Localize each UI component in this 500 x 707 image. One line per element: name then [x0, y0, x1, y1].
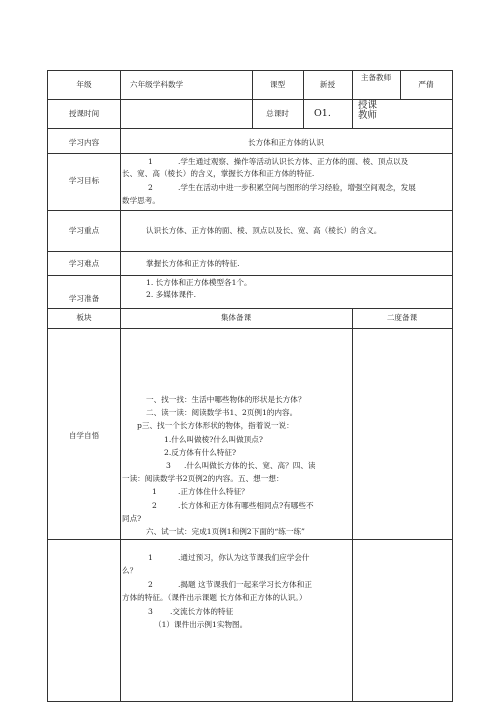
column-divider — [120, 71, 121, 701]
lesson-type-value: 新授 — [319, 80, 336, 89]
teach-time-label: 授课时间 — [68, 109, 100, 118]
next-section-line: 么？ — [122, 566, 138, 575]
self-study-number: 1 — [152, 487, 157, 496]
key-point-value: 认识长方体、正方体的面、棱、顶点以及长、宽、高（棱长）的含义。 — [146, 226, 382, 235]
next-section-line: .通过预习，你认为这节课我们应学会什 — [178, 553, 310, 562]
difficulty-value: 掌握长方体和正方体的特征. — [146, 259, 240, 268]
row-divider — [48, 251, 452, 252]
row-divider — [48, 308, 452, 309]
goal-2-line2: 数学思考。 — [122, 196, 160, 205]
lesson-plan-table — [47, 70, 453, 702]
section-column-header: 板块 — [76, 313, 92, 322]
row-divider — [48, 539, 452, 540]
self-study-number: 3 — [166, 461, 171, 470]
goal-1-line2: 长、宽、高（棱长）的含义，掌握长方体和正方体的特征. — [122, 169, 315, 178]
lead-teacher-name: 严倩 — [418, 80, 434, 89]
next-section-number: 2 — [148, 580, 153, 589]
row-divider — [48, 128, 452, 129]
content-label: 学习内容 — [68, 138, 100, 147]
self-study-label: 自学自悟 — [68, 431, 100, 440]
preparation-item-1: 1. 长方体和正方体模型各1个。 — [146, 278, 252, 287]
self-study-line: 1.什么叫做棱?什么叫做顶点? — [164, 435, 263, 444]
row-divider — [48, 328, 452, 329]
self-study-line: 二、读一读：阅读数学书1、2页例1的内容。 — [146, 408, 298, 417]
goal-2-number: 2 — [148, 183, 153, 192]
self-study-line: 一、找一找：生活中哪些物体的形状是长方体？ — [146, 395, 306, 404]
self-study-line: 六、试一试：完成1页例1和例2下面的“练一练” — [146, 527, 305, 536]
goal-1-number: 1 — [148, 157, 153, 166]
next-section-line: （1）课件出示例1实物图。 — [154, 620, 248, 629]
preparation-item-2: 2. 多媒体课件. — [146, 290, 197, 299]
total-hours-label: 总课时 — [266, 109, 289, 118]
preparation-label: 学习准备 — [68, 294, 100, 303]
total-hours-value: O1. — [314, 108, 331, 119]
self-study-line: .什么叫做长方体的长、宽、高？四、读 — [184, 461, 316, 470]
lesson-type-label: 课型 — [269, 80, 286, 89]
self-study-line: .长方体和正方体有哪些相同点?有哪些不 — [178, 501, 314, 510]
difficulty-label: 学习难点 — [68, 259, 100, 268]
next-section-line: .揭题 这节课我们一起来学习长方体和正 — [178, 580, 312, 589]
self-study-number: 2 — [152, 501, 157, 510]
grade-value: 六年级学科数学 — [130, 80, 184, 89]
row-divider — [48, 210, 452, 211]
teacher-label: 授课 教师 — [358, 100, 378, 121]
content-value: 长方体和正方体的认识 — [248, 138, 324, 147]
lead-teacher-label: 主备教师 — [360, 73, 392, 82]
self-study-line: 2.反方体有什么特征? — [164, 448, 237, 457]
self-study-line: p三、找一个长方体形状的物体，指着说一说： — [137, 421, 294, 430]
row-divider — [48, 99, 452, 100]
row-divider — [48, 153, 452, 154]
next-section-number: 1 — [148, 553, 153, 562]
goal-2-line1: .学生在活动中进一步积累空间与图形的学习经验，增强空间观念，发展 — [178, 183, 416, 192]
self-study-line: .正方体住什么特征？ — [178, 487, 249, 496]
next-section-line: 方体的特征。（课件出示课题 长方体和正方体的认识。） — [122, 593, 307, 602]
row-divider — [48, 275, 452, 276]
collective-column-header: 集体备课 — [220, 313, 252, 322]
key-point-label: 学习重点 — [68, 226, 100, 235]
next-section-number: 3 — [148, 607, 153, 616]
self-study-line: 同点? — [122, 514, 142, 523]
next-section-line: .交流长方体的特征 — [170, 607, 234, 616]
goals-label: 学习目标 — [68, 176, 100, 185]
grade-label: 年级 — [76, 80, 92, 89]
goal-1-line1: .学生通过观察、操作等活动认识长方体、正方体的面、棱、顶点以及 — [178, 157, 409, 166]
self-study-line: 一读：阅读数学书2页例2的内容。五、想一想： — [122, 474, 284, 483]
column-divider — [352, 308, 353, 701]
second-column-header: 二度备课 — [386, 313, 418, 322]
